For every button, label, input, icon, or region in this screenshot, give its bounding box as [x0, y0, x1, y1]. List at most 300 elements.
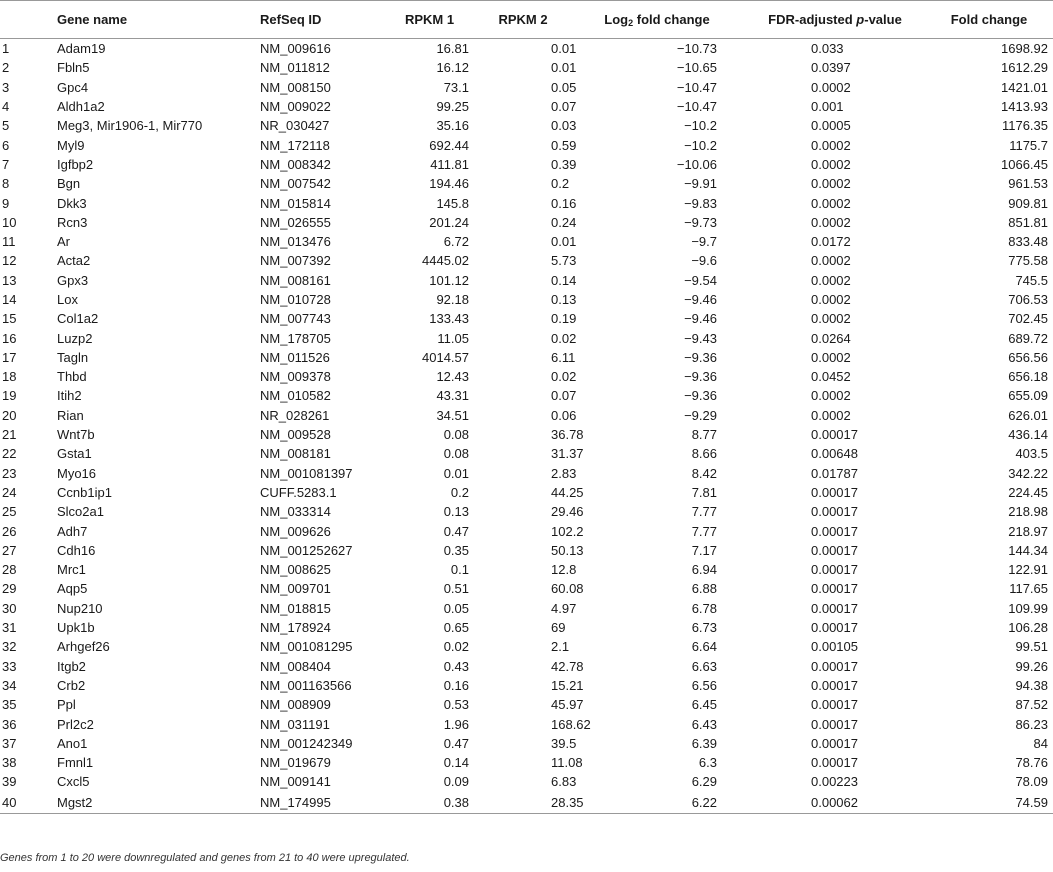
rpkm2-value: 39.5	[551, 735, 577, 751]
refseq-id: NM_174995	[260, 792, 382, 814]
table-row	[0, 695, 1053, 714]
log2-fold-change: −9.91	[684, 176, 717, 192]
table-row	[0, 464, 1053, 483]
fdr-pvalue: 0.00017	[811, 562, 858, 578]
log2-fold-change: 6.22	[569, 792, 745, 814]
row-index: 8	[2, 176, 10, 192]
gene-name: Ar	[57, 234, 70, 250]
table-row	[0, 309, 1053, 328]
gene-name: Igfbp2	[57, 156, 94, 172]
gene-name: Adam19	[57, 41, 106, 57]
row-index: 34	[2, 677, 17, 693]
refseq-id: NM_007542	[260, 176, 331, 192]
table-row	[0, 116, 1053, 135]
refseq-id: NM_008909	[260, 697, 331, 713]
table-row	[0, 521, 1053, 540]
log2-fold-change: −10.65	[676, 60, 717, 76]
fdr-pvalue: 0.0172	[811, 234, 851, 250]
fdr-pvalue: 0.00648	[811, 446, 858, 462]
rpkm2-value: 0.01	[551, 41, 577, 57]
log2-fold-change: 6.45	[691, 697, 717, 713]
fdr-pvalue: 0.00017	[811, 735, 858, 751]
rpkm2-value: 45.97	[551, 697, 584, 713]
header-row	[0, 1, 1053, 39]
rpkm2-value: 0.16	[551, 195, 577, 211]
row-index: 25	[2, 504, 17, 520]
refseq-id: NM_011526	[260, 349, 330, 365]
log2-fold-change: 6.43	[691, 716, 717, 732]
table-row	[0, 174, 1053, 193]
fold-change: 87.52	[1015, 697, 1048, 713]
row-index: 40	[0, 792, 57, 814]
gene-name: Itih2	[57, 388, 82, 404]
row-index: 36	[2, 716, 17, 732]
refseq-id: CUFF.5283.1	[260, 484, 337, 500]
rpkm2-value: 0.05	[551, 79, 577, 95]
fold-change: 961.53	[1008, 176, 1048, 192]
table-row	[0, 39, 1053, 59]
log2-fold-change: −10.06	[676, 156, 717, 172]
fold-change: 745.5	[1015, 272, 1048, 288]
refseq-id: NM_007743	[260, 311, 331, 327]
log2-fold-change: 6.29	[691, 774, 717, 790]
refseq-id: NR_030427	[260, 118, 330, 134]
fdr-pvalue: 0.00017	[811, 542, 858, 558]
log2-fold-change: −9.54	[684, 272, 717, 288]
row-index: 24	[2, 484, 17, 500]
log2-fold-change: −10.47	[676, 99, 717, 115]
fdr-pvalue: 0.0452	[811, 369, 851, 385]
fdr-pvalue: 0.00017	[811, 716, 858, 732]
rpkm2-value: 6.83	[551, 774, 577, 790]
row-index: 2	[2, 60, 10, 76]
gene-name: Dkk3	[57, 195, 87, 211]
gene-name: Rcn3	[57, 214, 88, 230]
gene-name: Ccnb1ip1	[57, 484, 112, 500]
fdr-pvalue: 0.0002	[811, 214, 851, 230]
refseq-id: NM_031191	[260, 716, 330, 732]
rpkm1-value: 0.65	[443, 620, 469, 636]
rpkm1-value: 133.43	[429, 311, 469, 327]
table-row	[0, 714, 1053, 733]
gene-name: Myl9	[57, 137, 85, 153]
rpkm1-value: 0.05	[443, 600, 469, 616]
gene-name: Cdh16	[57, 542, 96, 558]
rpkm1-value: 73.1	[443, 79, 469, 95]
fold-change: 117.65	[1009, 581, 1048, 597]
refseq-id: NM_178924	[260, 620, 331, 636]
gene-name: Upk1b	[57, 620, 95, 636]
log2-fold-change: −9.46	[684, 311, 717, 327]
table-row	[0, 753, 1053, 772]
gene-name: Meg3, Mir1906-1, Mir770	[57, 118, 203, 134]
row-index: 35	[2, 697, 17, 713]
row-index: 17	[2, 349, 17, 365]
rpkm1-value: 99.25	[436, 99, 469, 115]
refseq-id: NM_001163566	[260, 677, 352, 693]
log2-fold-change: −9.36	[684, 349, 717, 365]
log2-fold-change: −9.36	[684, 369, 717, 385]
log2-fold-change: 6.64	[691, 639, 717, 655]
gene-name: Ano1	[57, 735, 88, 751]
row-index: 10	[2, 214, 17, 230]
rpkm2-value: 31.37	[551, 446, 584, 462]
rpkm1-value: 0.1	[450, 562, 469, 578]
fdr-pvalue: 0.0264	[811, 330, 851, 346]
log2-fold-change: −9.73	[684, 214, 717, 230]
rpkm2-value: 4.97	[551, 600, 577, 616]
gene-name: Lox	[57, 292, 78, 307]
rpkm1-value: 0.47	[443, 523, 469, 539]
log2-fold-change: 6.78	[691, 600, 717, 616]
rpkm1-value: 16.81	[436, 41, 469, 57]
row-index: 6	[2, 137, 10, 153]
refseq-id: NR_028261	[260, 407, 330, 423]
rpkm2-value: 12.8	[551, 562, 577, 578]
gene-name: Wnt7b	[57, 427, 95, 443]
rpkm1-value: 0.43	[443, 658, 469, 674]
fold-change: 626.01	[1008, 407, 1048, 423]
rpkm2-value: 0.14	[551, 272, 577, 288]
row-index: 7	[2, 156, 10, 172]
gene-name: Aqp5	[57, 581, 88, 597]
fold-change: 833.48	[1008, 234, 1048, 250]
fold-change: 655.09	[1008, 388, 1048, 404]
row-index: 11	[2, 234, 16, 250]
table-row	[0, 541, 1053, 560]
table-row	[0, 193, 1053, 212]
log2-fold-change: 7.77	[691, 504, 717, 520]
rpkm2-value: 0.02	[551, 369, 577, 385]
gene-name: Itgb2	[57, 658, 86, 674]
fdr-pvalue: 0.00017	[811, 581, 858, 597]
refseq-id: NM_008161	[260, 272, 331, 288]
table-row	[0, 483, 1053, 502]
rpkm1-value: 0.01	[443, 465, 469, 481]
rpkm2-value: 0.13	[551, 292, 577, 307]
refseq-id: NM_009378	[260, 369, 331, 385]
rpkm1-value: 145.8	[436, 195, 469, 211]
refseq-id: NM_007392	[260, 253, 331, 269]
rpkm1-value: 6.72	[443, 234, 469, 250]
fold-change: 403.5	[1015, 446, 1048, 462]
fdr-pvalue: 0.00105	[811, 639, 858, 655]
rpkm2-value: 5.73	[551, 253, 577, 269]
table-row	[0, 637, 1053, 656]
log2-fold-change: 6.63	[691, 658, 717, 674]
fold-change: 702.45	[1008, 311, 1048, 327]
row-index: 30	[2, 600, 17, 616]
row-index: 20	[2, 407, 17, 423]
header-log-suffix: fold change	[633, 12, 710, 27]
log2-fold-change: 8.77	[691, 427, 717, 443]
rpkm1-value: 201.24	[429, 214, 469, 230]
row-index: 13	[2, 272, 17, 288]
fdr-pvalue: 0.00017	[811, 677, 858, 693]
rpkm2-value: 2.1	[551, 639, 570, 655]
fdr-pvalue: 0.00017	[811, 504, 858, 520]
row-index: 39	[2, 774, 17, 790]
header-rpkm2: RPKM 2	[477, 1, 569, 39]
table-row	[0, 618, 1053, 637]
header-log-sub: 2	[628, 18, 634, 28]
table-row	[0, 599, 1053, 618]
row-index: 32	[2, 639, 17, 655]
rpkm1-value: 0.13	[443, 504, 469, 520]
fold-change: 106.28	[1008, 620, 1048, 636]
refseq-id: NM_008181	[260, 446, 331, 462]
gene-name: Gpc4	[57, 79, 89, 95]
fdr-pvalue: 0.0002	[811, 253, 851, 269]
refseq-id: NM_178705	[260, 330, 331, 346]
table-row	[0, 232, 1053, 251]
rpkm2-value: 0.19	[551, 311, 577, 327]
fold-change: 342.22	[1008, 465, 1048, 481]
fold-change: 78.76	[1015, 755, 1048, 771]
fold-change: 109.99	[1008, 600, 1048, 616]
fdr-pvalue: 0.0002	[811, 272, 851, 288]
rpkm1-value: 411.81	[430, 156, 469, 172]
row-index: 18	[2, 369, 17, 385]
fold-change: 86.23	[1015, 716, 1048, 732]
rpkm2-value: 42.78	[551, 658, 584, 674]
fold-change: 851.81	[1008, 214, 1048, 230]
header-rpkm1: RPKM 1	[382, 1, 477, 39]
fold-change: 224.45	[1008, 484, 1048, 500]
rpkm2-value: 0.24	[551, 214, 577, 230]
fold-change: 84	[1033, 735, 1048, 751]
rpkm2-value: 2.83	[551, 465, 577, 481]
refseq-id: NM_013476	[260, 234, 331, 250]
rpkm2-value: 0.01	[551, 234, 577, 250]
rpkm2-value: 44.25	[551, 484, 584, 500]
rpkm2-value: 0.07	[551, 99, 577, 115]
fdr-pvalue: 0.00017	[811, 697, 858, 713]
table-row	[0, 58, 1053, 77]
log2-fold-change: 7.77	[691, 523, 717, 539]
rpkm2-value: 50.13	[551, 542, 584, 558]
rpkm1-value: 0.02	[443, 639, 469, 655]
rpkm1-value: 34.51	[436, 407, 469, 423]
fold-change: 706.53	[1008, 292, 1048, 307]
refseq-id: NM_001081397	[260, 465, 353, 481]
fold-change: 78.09	[1015, 774, 1048, 790]
gene-name: Mrc1	[57, 562, 86, 578]
fold-change: 656.18	[1008, 369, 1048, 385]
row-index: 27	[2, 542, 17, 558]
table-row	[0, 367, 1053, 386]
rpkm1-value: 194.46	[429, 176, 469, 192]
header-fdr-suffix: -value	[864, 12, 902, 27]
fold-change: 689.72	[1008, 330, 1048, 346]
row-index: 22	[2, 446, 17, 462]
fold-change: 1066.45	[1001, 156, 1048, 172]
refseq-id: NM_009022	[260, 99, 331, 115]
row-index: 31	[2, 620, 17, 636]
table-row	[0, 676, 1053, 695]
refseq-id: NM_001081295	[260, 639, 353, 655]
fdr-pvalue: 0.0002	[811, 195, 851, 211]
row-index: 33	[2, 658, 17, 674]
gene-name: Col1a2	[57, 311, 99, 327]
fold-change: 909.81	[1008, 195, 1048, 211]
fold-change: 1176.35	[1001, 118, 1048, 134]
rpkm1-value: 0.08	[443, 427, 469, 443]
rpkm2-value: 0.03	[551, 118, 577, 134]
fold-change: 74.59	[925, 792, 1053, 814]
header-log-prefix: Log	[604, 12, 629, 27]
row-index: 3	[2, 79, 10, 95]
log2-fold-change: 6.39	[691, 735, 717, 751]
gene-name: Cxcl5	[57, 774, 90, 790]
fdr-pvalue: 0.033	[811, 41, 844, 57]
refseq-id: NM_010582	[260, 388, 331, 404]
gene-name: Thbd	[57, 369, 87, 385]
fdr-pvalue: 0.0005	[811, 118, 851, 134]
table-row	[0, 290, 1053, 309]
fdr-pvalue: 0.00017	[811, 658, 858, 674]
log2-fold-change: 6.73	[691, 620, 717, 636]
rpkm1-value: 12.43	[436, 369, 469, 385]
log2-fold-change: −9.29	[684, 407, 717, 423]
header-fold-change: Fold change	[925, 1, 1053, 39]
fdr-pvalue: 0.0002	[811, 79, 851, 95]
rpkm1-value: 0.14	[443, 755, 469, 771]
log2-fold-change: 7.17	[691, 542, 717, 558]
row-index: 19	[2, 388, 17, 404]
gene-name: Prl2c2	[57, 716, 94, 732]
refseq-id: NM_026555	[260, 214, 331, 230]
gene-name: Gpx3	[57, 272, 89, 288]
header-gene-name: Gene name	[57, 1, 260, 39]
rpkm2-value: 69	[551, 620, 566, 636]
rpkm2-value: 0.06	[551, 407, 577, 423]
header-refseq-id: RefSeq ID	[260, 1, 382, 39]
rpkm2-value: 168.62	[551, 716, 591, 732]
log2-fold-change: 6.88	[691, 581, 717, 597]
gene-name: Nup210	[57, 600, 103, 616]
gene-name: Crb2	[57, 677, 86, 693]
gene-name: Adh7	[57, 523, 88, 539]
refseq-id: NM_009701	[260, 581, 331, 597]
gene-name: Mgst2	[57, 792, 260, 814]
rpkm2-value: 36.78	[551, 427, 584, 443]
refseq-id: NM_172118	[260, 137, 330, 153]
fdr-pvalue: 0.0002	[811, 388, 851, 404]
row-index: 9	[2, 195, 10, 211]
table-row	[0, 97, 1053, 116]
rpkm2-value: 0.07	[551, 388, 577, 404]
rpkm2-value: 102.2	[551, 523, 584, 539]
rpkm1-value: 16.12	[436, 60, 469, 76]
row-index: 21	[2, 427, 17, 443]
fold-change: 775.58	[1008, 253, 1048, 269]
fold-change: 1612.29	[1001, 60, 1048, 76]
log2-fold-change: −9.83	[684, 195, 717, 211]
log2-fold-change: −9.6	[691, 253, 717, 269]
fdr-pvalue: 0.00017	[811, 600, 858, 616]
log2-fold-change: 6.56	[691, 677, 717, 693]
fdr-pvalue: 0.00017	[811, 755, 858, 771]
refseq-id: NM_008625	[260, 562, 331, 578]
log2-fold-change: −10.2	[684, 137, 717, 153]
refseq-id: NM_001252627	[260, 542, 353, 558]
gene-name: Fmnl1	[57, 755, 94, 771]
rpkm1-value: 4014.57	[422, 349, 469, 365]
fold-change: 218.98	[1008, 504, 1048, 520]
fold-change: 218.97	[1008, 523, 1048, 539]
gene-name: Tagln	[57, 349, 89, 365]
row-index: 29	[2, 581, 17, 597]
rpkm1-value: 0.16	[443, 677, 469, 693]
row-index: 26	[2, 523, 17, 539]
rpkm1-value: 1.96	[443, 716, 469, 732]
fdr-pvalue: 0.001	[811, 99, 844, 115]
fdr-pvalue: 0.00062	[745, 792, 925, 814]
row-index: 4	[2, 99, 10, 115]
fdr-pvalue: 0.0002	[811, 407, 851, 423]
table-row	[0, 734, 1053, 753]
log2-fold-change: −10.47	[676, 79, 717, 95]
rpkm1-value: 0.2	[450, 484, 469, 500]
fold-change: 1413.93	[1001, 99, 1048, 115]
fdr-pvalue: 0.01787	[811, 465, 858, 481]
refseq-id: NM_011812	[260, 60, 330, 76]
fdr-pvalue: 0.0002	[811, 349, 851, 365]
table-row	[0, 386, 1053, 405]
fold-change: 1698.92	[1001, 41, 1048, 57]
refseq-id: NM_009616	[260, 41, 331, 57]
header-log2-fold-change	[569, 1, 745, 39]
table-row	[0, 579, 1053, 598]
rpkm1-value: 35.16	[436, 118, 469, 134]
rpkm2-value: 0.2	[551, 176, 570, 192]
fdr-pvalue: 0.00017	[811, 484, 858, 500]
log2-fold-change: 6.94	[691, 562, 717, 578]
gene-name: Luzp2	[57, 330, 93, 346]
rpkm2-value: 0.01	[551, 60, 577, 76]
log2-fold-change: −9.46	[684, 292, 717, 307]
header-fdr-p: p	[856, 12, 865, 27]
gene-name: Myo16	[57, 465, 97, 481]
table-row	[0, 78, 1053, 97]
rpkm1-value: 692.44	[429, 137, 469, 153]
table-row	[0, 792, 1053, 814]
rpkm2-value: 29.46	[551, 504, 584, 520]
gene-name: Arhgef26	[57, 639, 110, 655]
rpkm1-value: 0.08	[443, 446, 469, 462]
fold-change: 1421.01	[1001, 79, 1048, 95]
fold-change: 99.26	[1015, 658, 1048, 674]
rpkm1-value: 0.53	[443, 697, 469, 713]
row-index: 12	[2, 253, 17, 269]
log2-fold-change: 7.81	[691, 484, 717, 500]
refseq-id: NM_001242349	[260, 735, 353, 751]
header-fdr-pvalue	[745, 1, 925, 39]
rpkm2-value: 6.11	[551, 349, 576, 365]
refseq-id: NM_008404	[260, 658, 331, 674]
refseq-id: NM_008342	[260, 156, 331, 172]
fdr-pvalue: 0.0002	[811, 311, 851, 327]
table-row	[0, 155, 1053, 174]
row-index: 1	[2, 41, 10, 57]
table-row	[0, 772, 1053, 791]
fdr-pvalue: 0.0397	[811, 60, 851, 76]
rpkm1-value: 0.47	[443, 735, 469, 751]
fold-change: 122.91	[1008, 562, 1048, 578]
log2-fold-change: 8.42	[691, 465, 717, 481]
table-row	[0, 135, 1053, 154]
